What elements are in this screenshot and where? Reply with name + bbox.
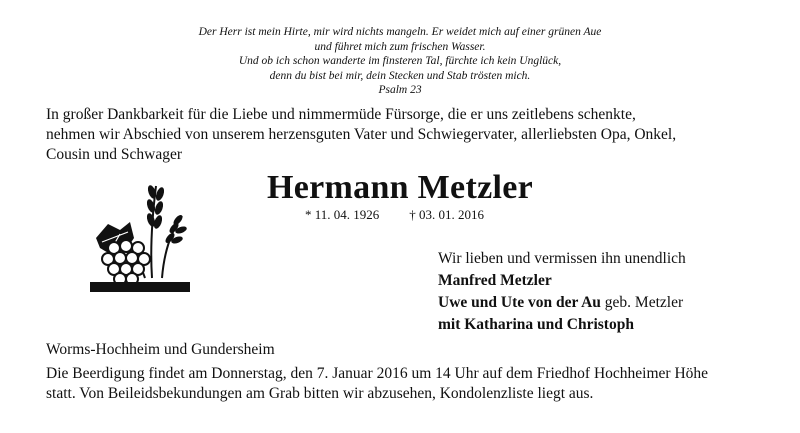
mourner-name: Uwe und Ute von der Au [438,294,601,311]
mourner-line [438,292,686,314]
mourner-maiden-name: geb. Metzler [600,294,684,311]
deceased-name: Hermann Metzler [267,169,533,206]
death-date: † 03. 01. 2016 [409,207,485,222]
psalm-reference: Psalm 23 [378,84,422,96]
psalm-line: Und ob ich schon wanderte im finsteren Tal, fürchte ich kein Unglück, [238,55,562,67]
psalm-quote [0,25,800,98]
place-line: Worms-Hochheim und Gundersheim [46,341,275,358]
life-dates [305,207,484,223]
funeral-notice [46,364,708,404]
intro-line: nehmen wir Abschied von unserem herzensguten Vater und Schwiegervater, allerliebsten Opa, Onkel, [46,126,677,143]
intro-text [46,105,786,165]
intro-line: Cousin und Schwager [46,146,183,163]
mourners-block [438,248,686,336]
mourner-name: mit Katharina und Christoph [438,316,634,333]
funeral-line: statt. Von Beileidsbekundungen am Grab bitten wir abzusehen, Kondolenzliste liegt aus. [46,385,594,402]
psalm-line: und führet mich zum frischen Wasser. [314,40,486,53]
mourning-line: Wir lieben und vermissen ihn unendlich [438,250,686,267]
birth-date: * 11. 04. 1926 [305,207,380,222]
intro-line: In großer Dankbarkeit für die Liebe und nimmermüde Fürsorge, die er uns zeitlebens schenkte, [46,106,636,123]
wheat-grape-emblem-icon [90,178,190,298]
mourner-name: Manfred Metzler [438,272,552,289]
funeral-line: Die Beerdigung findet am Donnerstag, den 7. Januar 2016 um 14 Uhr auf dem Friedhof Hochheimer Höhe [46,365,709,382]
psalm-line: Der Herr ist mein Hirte, mir wird nichts mangeln. Er weidet mich auf einer grünen Aue [198,26,602,38]
psalm-line: denn du bist bei mir, dein Stecken und Stab trösten mich. [269,69,531,82]
